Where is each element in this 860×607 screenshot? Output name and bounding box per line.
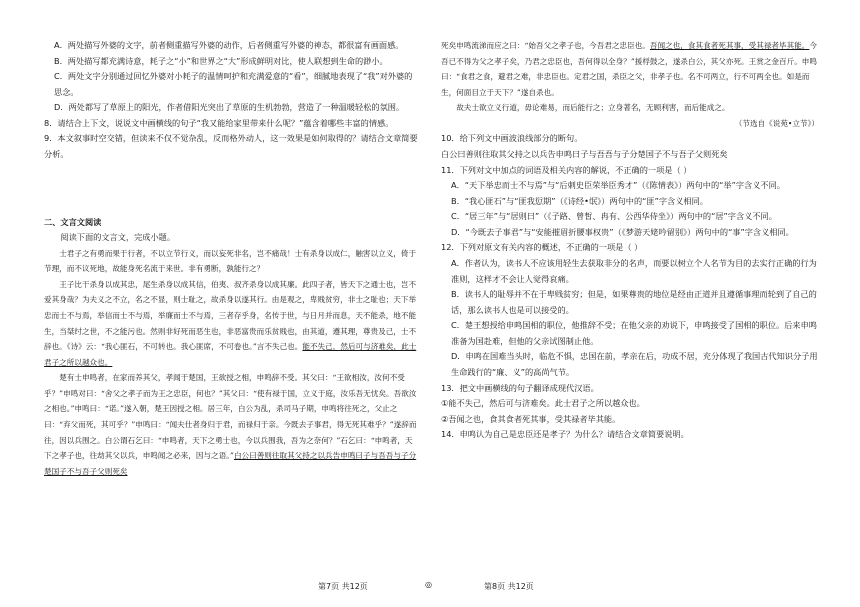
question-14: 14．申鸣认为自己是忠臣还是孝子？为什么？请结合文章简要说明。: [441, 429, 689, 440]
passage-paragraph-1: 士君子之有勇而果于行者，不以立节行义，而以妄死非名，岂不痛哉！士有杀身以成仁，触害以立义，倚于节理，而不议死地，故能身死名流于来世。非有勇断，孰能行之？: [44, 248, 417, 274]
page-number-right: 第8页 共12页: [484, 582, 534, 591]
passage-source: （节选自《说苑•立节》）: [734, 118, 819, 128]
q13-item-1: ①能不失己，然后可与济难矣。此士君子之所以越众也。: [441, 398, 645, 409]
underlined-sentence-2: 吾闻之也，食其食者死其事，受其禄者毕其能。: [649, 41, 810, 50]
page-separator-symbol: ◎: [425, 580, 432, 589]
right-column: [441, 38, 819, 443]
question-10-text: 白公曰善则往取其父持之以兵告申鸣曰子与吾吾与子分楚国子不与吾子父则死矣: [441, 148, 728, 159]
right-page: [430, 0, 860, 607]
paragraph-2-text: 王子比干杀身以成其忠，尾生杀身以成其信，伯夷、叔齐杀身以成其廉。此四子者，皆天下之通士也，岂不爱其身哉？为夫义之不立，名之不显，则士耻之，故杀身以遂其行。由是观之，卑贱贫穷，非士之耻也；天下举忠而士不与焉，举信而士不与焉，举廉而士不与焉，三者存乎身，名传于世，与日月并而息，天不能杀，地不能生，当桀纣之世，不之能污也。然则非好死而恶生也，非恶富贵而乐贫贱也，由其道，遵其理，尊贵及己，士不辞也。《诗》云：“我心匪石，不可转也。我心匪席，不可卷也。”言不失己也。: [44, 279, 417, 352]
passage-continuation: [441, 38, 819, 100]
q12-option-d: D．申鸣在国难当头时，临危不惧，忠国在前，孝亲在后，功成不居，充分体现了我国古代知识分子用生命践行的“廉、义”的高尚气节。: [451, 351, 818, 378]
passage-paragraph-3: [44, 370, 418, 479]
q11-option-a: A．“天下举忠而士不与焉”与“后刺史臣荣举臣秀才”（《陈情表》）两句中的“举”字含义不同。: [451, 180, 785, 191]
continuation-text-b: 今吾已不得为父之孝子矣，乃君之忠臣也，吾何得以全身？”援桴鼓之，遂杀白公，其父亦死。王赏之金百斤。申鸣曰：“食君之食，避君之难，非忠臣也。定君之国，杀臣之父，非孝子也。名不可两立，行不可两全也。如是而生，何面目立于天下？”遂自杀也。: [441, 41, 817, 97]
reading-instruction: 阅读下面的文言文，完成小题。: [60, 232, 176, 243]
question-9: 9．本文叙事时空交错，但读来不仅不觉杂乱，反而格外动人，这一效果是如何取得的？请结合文章简要分析。: [44, 133, 418, 160]
question-11: 11．下列对文中加点的词语及相关内容的解说，不正确的一项是（ ）: [441, 164, 692, 175]
wavy-underline-segment: 白公曰善则往取其父持之以兵告申鸣曰子与吾吾与子分楚国子不与吾子父则死矣: [44, 451, 417, 476]
question-12: 12．下列对原文有关内容的概述，不正确的一项是（ ）: [441, 242, 643, 253]
paragraph-3-text: 楚有士申鸣者，在家而养其父，孝闻于楚国，王欲授之相，申鸣辞不受。其父曰：“王欲相汝，汝何不受乎？”申鸣对曰：“舍父之孝子而为王之忠臣，何也？”其父曰：“使有禄于国，立义于庭，汝乐吾无忧矣。吾欲汝之相也。”申鸣曰：“诺。”遂入朝，楚王因授之相。居三年，白公为乱，杀司马子期，申鸣将往死之，父止之曰：“弃父而死，其可乎？”申鸣曰：“闻夫仕者身归于君，而禄归于亲。今既去子事君，得无死其难乎？”遂辞而往，因以兵围之。白公谓石乞曰：“申鸣者，天下之勇士也，今以兵围我，吾为之奈何？”石乞曰：“申鸣者，天下之孝子也，往劫其父以兵，申鸣闻之必来，因与之语。”: [44, 373, 417, 461]
passage-conclusion: 故夫士欲立义行道，毋论难易，而后能行之；立身著名，无顾利害，而后能成之。: [456, 103, 730, 113]
continuation-text-a: 死矣申鸣流涕而应之曰：“始吾父之孝子也，今吾君之忠臣也。: [441, 41, 650, 50]
passage-paragraph-2: [44, 277, 418, 370]
question-10: 10．给下列文中画波浪线部分的断句。: [441, 133, 583, 144]
q11-option-c: C．“居三年”与“居则曰”（《子路、曾皙、冉有、公西华侍坐》）两句中的“居”字含义不同。: [451, 211, 777, 222]
q12-option-a: A．作者认为，读书人不应该用轻生去获取非分的名声，而要以树立个人名节为目的去实行正确的行为准则，这样才不会让人觉得哀痛。: [451, 258, 817, 284]
page-number-left: 第7页 共12页: [318, 582, 368, 591]
q7-option-a: A．两处描写外婆的文字，前者侧重描写外婆的动作，后者侧重写外婆的神态，都很富有画面感。: [54, 40, 404, 50]
q12-option-c: C．楚王想授给申鸣国相的职位，他推辞不受；在他父亲的劝说下，申鸣接受了国相的职位。后来申鸣准备为国赴难，但他的父亲试图制止他。: [451, 320, 817, 346]
section-title: 二、文言文阅读: [44, 216, 102, 227]
question-13: 13．把文中画横线的句子翻译成现代汉语。: [441, 382, 599, 393]
q7-option-d: D．两处都写了草原上的阳光，作者借阳光突出了草原的生机勃勃，营造了一种温暖轻松的氛围。: [54, 102, 405, 113]
underlined-sentence-1: 能不失己，然后可与济难矣，此士君子之所以越众也。: [44, 342, 417, 367]
q11-option-d: D．“今既去子事君”与“安能摧眉折腰事权贵”（《梦游天姥吟留别》）两句中的“事”字含义相同。: [451, 226, 794, 237]
q7-option-b: B．两处描写都充满诗意，耗子之“小”和世界之“大”形成鲜明对比，使人联想到生命的渺小。: [54, 55, 388, 66]
q11-option-b: B．“我心匪石”与“匪我愆期”（《诗经•氓》）两句中的“匪”字含义相同。: [451, 195, 708, 206]
question-8: 8．请结合上下文，说说文中画横线的句子“我又能给家里带来什么呢？”蕴含着哪些丰富的情感。: [44, 117, 394, 128]
left-column: [44, 38, 418, 479]
q12-option-b: B．读书人的耻辱并不在于卑贱贫穷；但是，如果尊贵的地位是经由正道并且遵循事理而轮到了自己的话，那么读书人也是可以接受的。: [451, 289, 817, 315]
q13-item-2: ②吾闻之也，食其食者死其事，受其禄者毕其能。: [441, 413, 621, 424]
q7-option-c: C．两处文字分别通过回忆外婆对小耗子的温情呵护和充满爱意的“看”，细腻地表现了“我”对外婆的思念。: [54, 71, 413, 97]
